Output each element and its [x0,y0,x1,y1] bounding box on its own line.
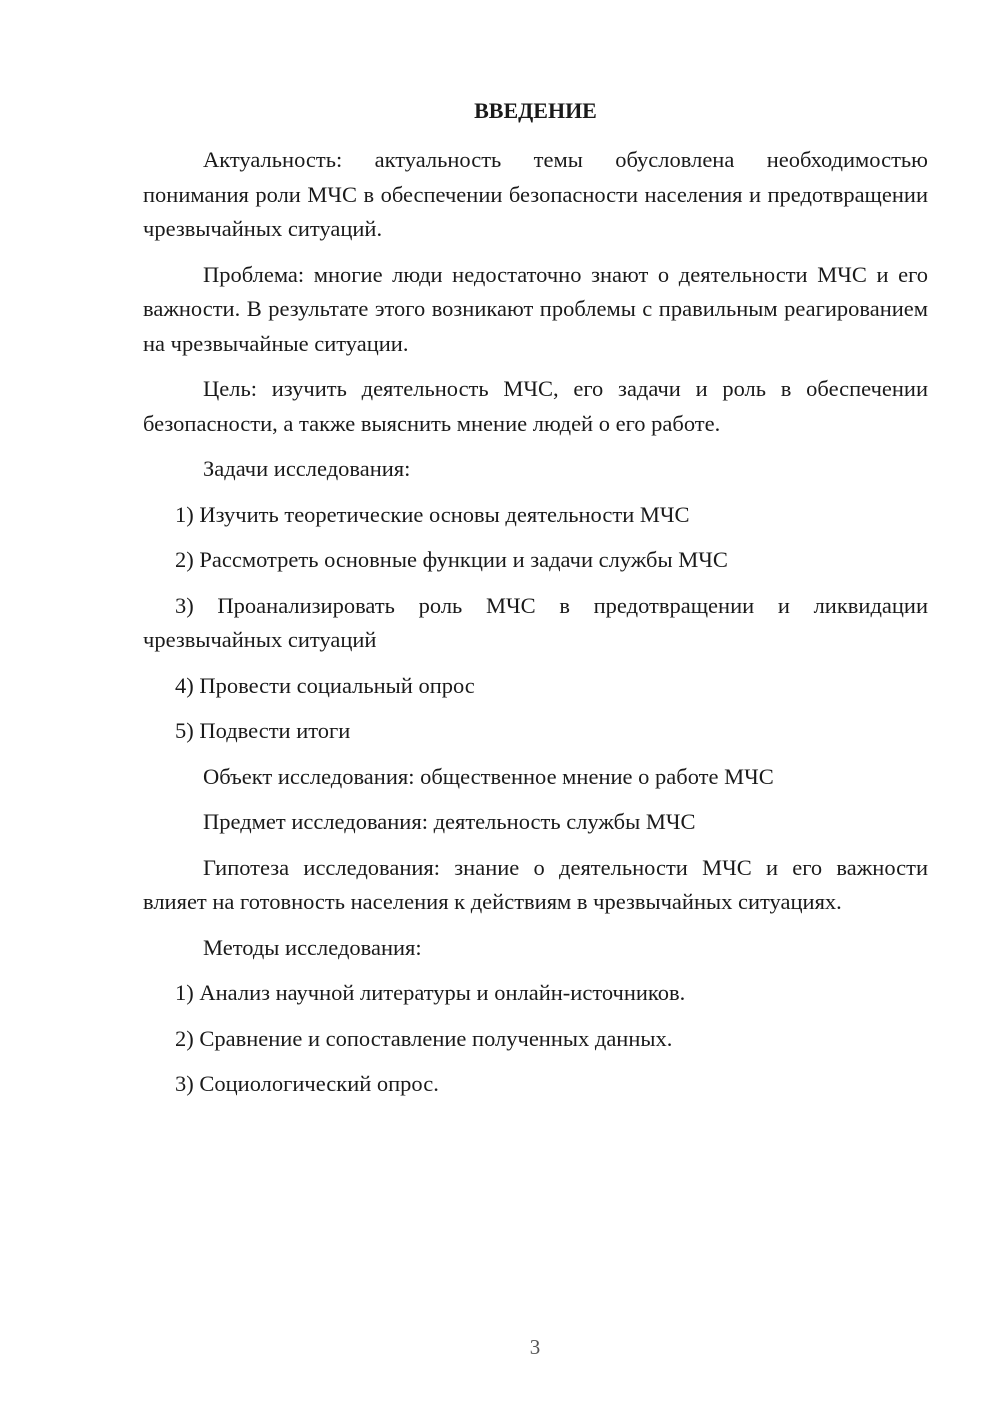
list-item: 2) Сравнение и сопоставление полученных данных. [175,1025,673,1051]
paragraph-methods-heading: Методы исследования: [203,934,422,960]
list-item: 2) Рассмотреть основные функции и задачи службы МЧС [175,547,728,572]
list-item: 1) Анализ научной литературы и онлайн-источников. [175,980,686,1005]
list-item: 1) Изучить теоретические основы деятельности МЧС [175,501,690,527]
paragraph-subject: Предмет исследования: деятельность службы МЧС [203,809,696,834]
list-item: 3) Проанализировать роль МЧС в предотвращении и ликвидации чрезвычайных ситуаций [143,592,928,652]
paragraph-problem: Проблема: многие люди недостаточно знают о деятельности МЧС и его важности. В результате этого возникают проблемы с правильным реагированием на чрезвычайные ситуации. [143,261,928,356]
paragraph-object: Объект исследования: общественное мнение о работе МЧС [203,763,774,789]
paragraph-goal: Цель: изучить деятельность МЧС, его задачи и роль в обеспечении безопасности, а также выяснить мнение людей о его работе. [143,376,928,436]
page-number: 3 [529,1335,541,1359]
list-item: 5) Подвести итоги [175,718,351,743]
paragraph-relevance: Актуальность: актуальность темы обусловлена необходимостью понимания роли МЧС в обеспечении безопасности населения и предотвращении чрезвычайных ситуаций. [143,147,928,241]
list-item: 3) Социологический опрос. [175,1071,439,1096]
list-item: 4) Провести социальный опрос [175,672,475,698]
body-text [143,143,928,1113]
section-title: ВВЕДЕНИЕ [474,98,597,123]
paragraph-tasks-heading: Задачи исследования: [203,456,411,481]
paragraph-hypothesis: Гипотеза исследования: знание о деятельности МЧС и его важности влияет на готовность населения к действиям в чрезвычайных ситуациях. [143,854,928,914]
